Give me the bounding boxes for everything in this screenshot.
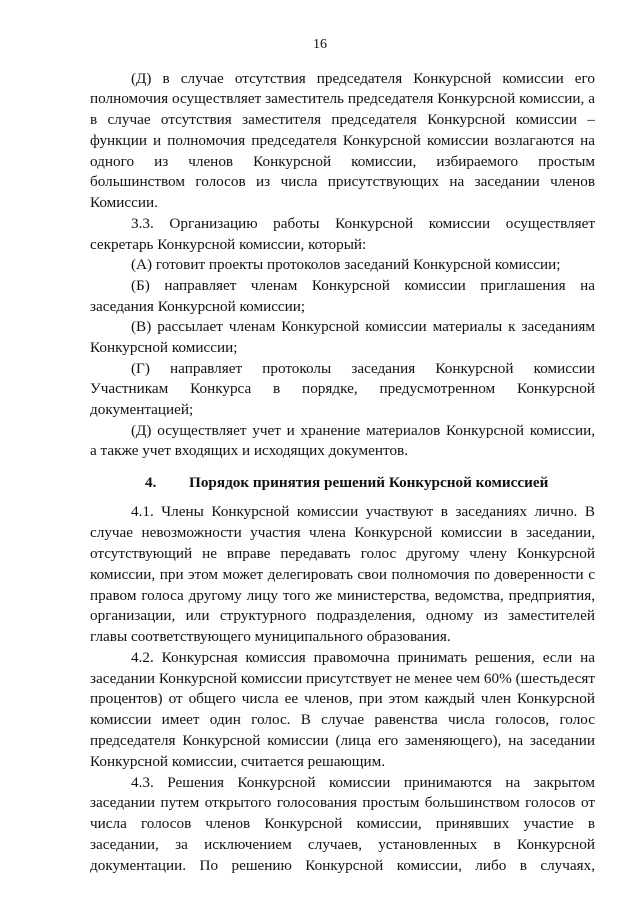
text-line: в случае отсутствия заместителя председателя Конкурсной комиссии – xyxy=(90,111,595,128)
text-line: полномочия осуществляет заместитель председателя Конкурсной комиссии, а xyxy=(90,90,595,107)
text-line: функции и полномочия председателя Конкурсной комиссии возлагаются на xyxy=(90,132,595,149)
text-line: Конкурсной комиссии, считается решающим. xyxy=(90,753,386,770)
text-line: правом голоса другому лицу того же министерства, ведомства, предприятия, xyxy=(90,587,595,604)
text-line: комиссии имеет один голос. В случае равенства числа голосов, голос xyxy=(90,711,595,728)
text-line: 4.1. Члены Конкурсной комиссии участвуют в заседаниях лично. В xyxy=(131,503,595,520)
text-line: председателя Конкурсной комиссии (лица его заменяющего), на заседании xyxy=(90,732,595,749)
text-line: документацией; xyxy=(90,401,194,418)
text-line: (В) рассылает членам Конкурсной комиссии материалы к заседаниям xyxy=(131,318,595,335)
section-heading xyxy=(145,473,595,493)
text-line: (Б) направляет членам Конкурсной комиссии приглашения на xyxy=(131,277,595,294)
text-line: числа голосов членов Конкурсной комиссии, принявших участие в xyxy=(90,815,595,832)
text-line: отсутствующий не вправе передавать голос другому члену Конкурсной xyxy=(90,545,595,562)
text-line: (Д) осуществляет учет и хранение материалов Конкурсной комиссии, xyxy=(131,422,595,439)
text-line: заседании путем открытого голосования простым большинством голосов от xyxy=(90,794,595,811)
text-line: большинством голосов из числа присутствующих на заседании членов xyxy=(90,173,595,190)
text-line: Комиссии. xyxy=(90,194,158,211)
text-line: Конкурсной комиссии; xyxy=(90,339,238,356)
text-line: комиссии, при этом может делегировать свои полномочия по доверенности с xyxy=(90,566,595,583)
text-line: 4.2. Конкурсная комиссия правомочна принимать решения, если на xyxy=(131,649,595,666)
text-line: организации, или структурного подразделения, одному из заместителей xyxy=(90,607,595,624)
text-line: Участникам Конкурса в порядке, предусмотренном Конкурсной xyxy=(90,380,595,397)
text-line: 3.3. Организацию работы Конкурсной комиссии осуществляет xyxy=(131,215,595,232)
text-line: а также учет входящих и исходящих документов. xyxy=(90,442,409,459)
text-line: документации. По решению Конкурсной комиссии, либо в случаях, xyxy=(90,857,595,874)
text-line: процентов) от общего числа ее членов, при этом каждый член Конкурсной xyxy=(90,690,595,707)
section-number: 4. xyxy=(145,474,157,491)
text-line: секретарь Конкурсной комиссии, который: xyxy=(90,236,367,253)
text-line: случае невозможности участия члена Конкурсной комиссии в заседании, xyxy=(90,524,595,541)
text-line: заседания Конкурсной комиссии; xyxy=(90,298,306,315)
section-title: Порядок принятия решений Конкурсной комиссией xyxy=(189,474,549,491)
page-number: 16 xyxy=(313,37,327,52)
text-line: (Д) в случае отсутствия председателя Конкурсной комиссии его xyxy=(131,70,595,87)
text-line: 4.3. Решения Конкурсной комиссии принимаются на закрытом xyxy=(131,774,595,791)
text-line: заседании, за исключением случаев, установленных в Конкурсной xyxy=(90,836,595,853)
text-line: одного из членов Конкурсной комиссии, избираемого простым xyxy=(90,153,595,170)
text-line: главы соответствующего муниципального образования. xyxy=(90,628,451,645)
text-line: заседании Конкурсной комиссии присутствует не менее чем 60% (шестьдесят xyxy=(90,670,595,687)
text-line: (А) готовит проекты протоколов заседаний Конкурсной комиссии; xyxy=(131,256,561,273)
text-line: (Г) направляет протоколы заседания Конкурсной комиссии xyxy=(131,360,595,377)
